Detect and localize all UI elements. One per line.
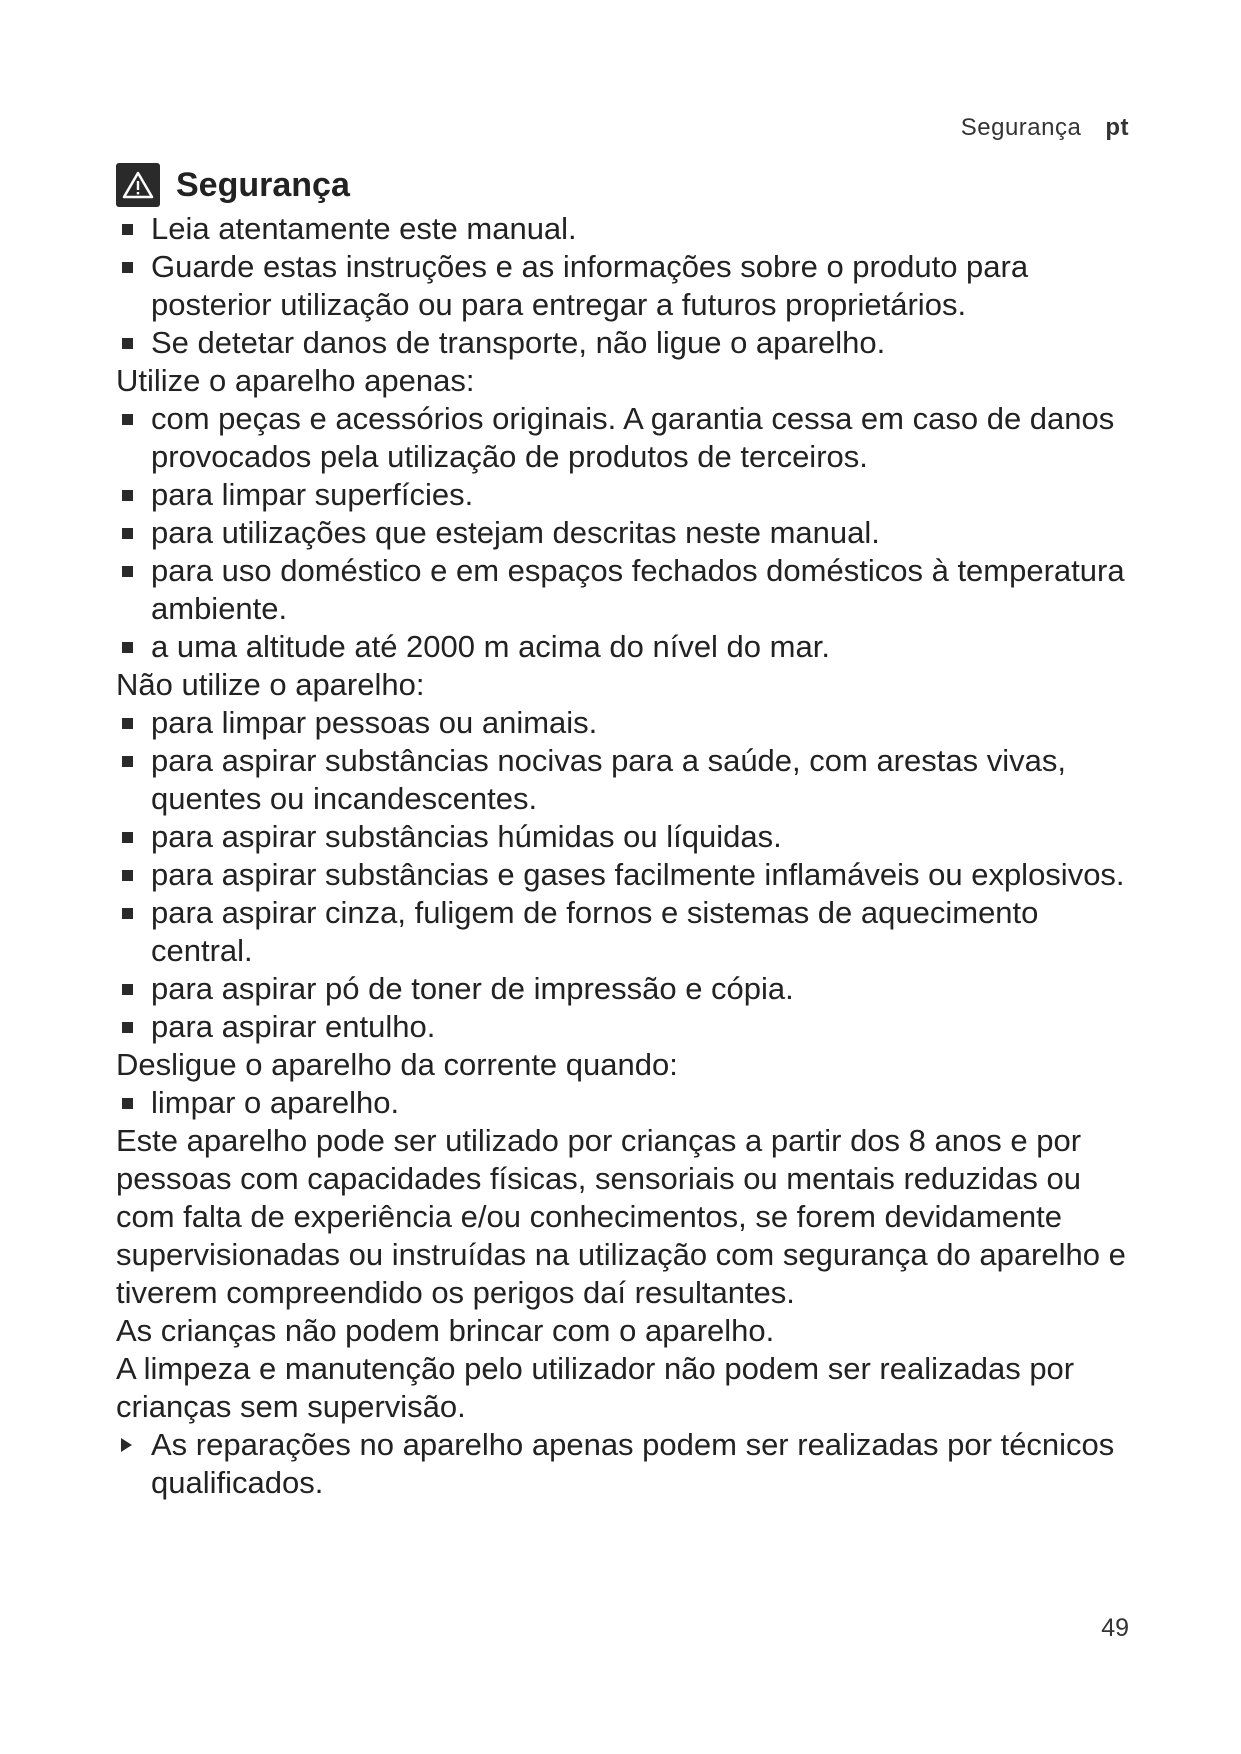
bullet-icon xyxy=(122,262,133,273)
list-item xyxy=(116,818,1146,856)
bullet-icon xyxy=(122,984,133,995)
bullet-icon xyxy=(122,1098,133,1109)
group-intro: Utilize o aparelho apenas: xyxy=(116,363,475,398)
list-item-text: para aspirar entulho. xyxy=(151,1009,436,1044)
warning-icon xyxy=(116,163,160,207)
list-item-text: para aspirar substâncias e gases facilmente inflamáveis ou explosivos. xyxy=(151,857,1125,892)
list-item-text: com peças e acessórios originais. A garantia cessa em caso de danos provocados pela utilização de produtos de terceiros. xyxy=(151,401,1115,474)
page-number: 49 xyxy=(1101,1614,1129,1642)
list-item-text: para uso doméstico e em espaços fechados domésticos à temperatura ambiente. xyxy=(151,553,1125,626)
list-item-text: Se detetar danos de transporte, não ligue o aparelho. xyxy=(151,325,886,360)
paragraph: A limpeza e manutenção pelo utilizador não podem ser realizadas por crianças sem supervisão. xyxy=(116,1351,1075,1424)
list-item xyxy=(116,742,1146,818)
header-section-title: Segurança xyxy=(960,114,1082,141)
bullet-icon xyxy=(122,870,133,881)
section-heading xyxy=(116,160,1146,210)
group-intro: Desligue o aparelho da corrente quando: xyxy=(116,1047,678,1082)
list-item-text: para aspirar pó de toner de impressão e cópia. xyxy=(151,971,794,1006)
list-item xyxy=(116,248,1146,324)
bullet-icon xyxy=(122,718,133,729)
bullet-icon xyxy=(122,338,133,349)
list-item xyxy=(116,1008,1146,1046)
list-item xyxy=(116,476,1146,514)
bullet-icon xyxy=(122,566,133,577)
page-title: Segurança xyxy=(176,165,350,204)
list-item xyxy=(116,628,1146,666)
list-item xyxy=(116,894,1146,970)
safety-text xyxy=(116,210,1146,1502)
header-language-code: pt xyxy=(1105,114,1129,141)
bullet-icon xyxy=(122,756,133,767)
list-item-text: para aspirar substâncias nocivas para a saúde, com arestas vivas, quentes ou incandescentes. xyxy=(151,743,1066,816)
bullet-icon xyxy=(122,832,133,843)
list-item xyxy=(116,856,1146,894)
list-item-text: a uma altitude até 2000 m acima do nível do mar. xyxy=(151,629,830,664)
paragraph: Este aparelho pode ser utilizado por crianças a partir dos 8 anos e por pessoas com capacidades físicas, sensoriais ou mentais reduzidas ou com falta de experiência e/ou conhecimentos, se forem devidamente supervisionadas ou instruídas na utilização com segurança do aparelho e tiverem compreendido os perigos daí resultantes. xyxy=(116,1123,1126,1310)
arrow-right-icon xyxy=(121,1438,132,1452)
list-item xyxy=(116,970,1146,1008)
list-item xyxy=(116,324,1146,362)
bullet-icon xyxy=(122,414,133,425)
list-item xyxy=(116,210,1146,248)
list-item xyxy=(116,1084,1146,1122)
bullet-icon xyxy=(122,224,133,235)
list-item-text: para aspirar substâncias húmidas ou líquidas. xyxy=(151,819,782,854)
bullet-icon xyxy=(122,490,133,501)
list-item xyxy=(116,400,1146,476)
list-item-text: Leia atentamente este manual. xyxy=(151,211,577,246)
instruction-text: As reparações no aparelho apenas podem ser realizadas por técnicos qualificados. xyxy=(151,1427,1115,1500)
list-item-text: para utilizações que estejam descritas neste manual. xyxy=(151,515,880,550)
group-intro: Não utilize o aparelho: xyxy=(116,667,425,702)
safety-section xyxy=(116,160,1146,1502)
bullet-icon xyxy=(122,908,133,919)
list-item xyxy=(116,704,1146,742)
list-item-text: para limpar pessoas ou animais. xyxy=(151,705,598,740)
running-header xyxy=(961,114,1129,142)
list-item-text: para limpar superfícies. xyxy=(151,477,474,512)
list-item-text: Guarde estas instruções e as informações sobre o produto para posterior utilização ou para entregar a futuros proprietários. xyxy=(151,249,1029,322)
paragraph: As crianças não podem brincar com o aparelho. xyxy=(116,1313,775,1348)
list-item-text: para aspirar cinza, fuligem de fornos e sistemas de aquecimento central. xyxy=(151,895,1039,968)
bullet-icon xyxy=(122,642,133,653)
list-item xyxy=(116,552,1146,628)
list-item-text: limpar o aparelho. xyxy=(151,1085,400,1120)
bullet-icon xyxy=(122,1022,133,1033)
list-item xyxy=(116,514,1146,552)
instruction-step xyxy=(116,1426,1146,1502)
bullet-icon xyxy=(122,528,133,539)
